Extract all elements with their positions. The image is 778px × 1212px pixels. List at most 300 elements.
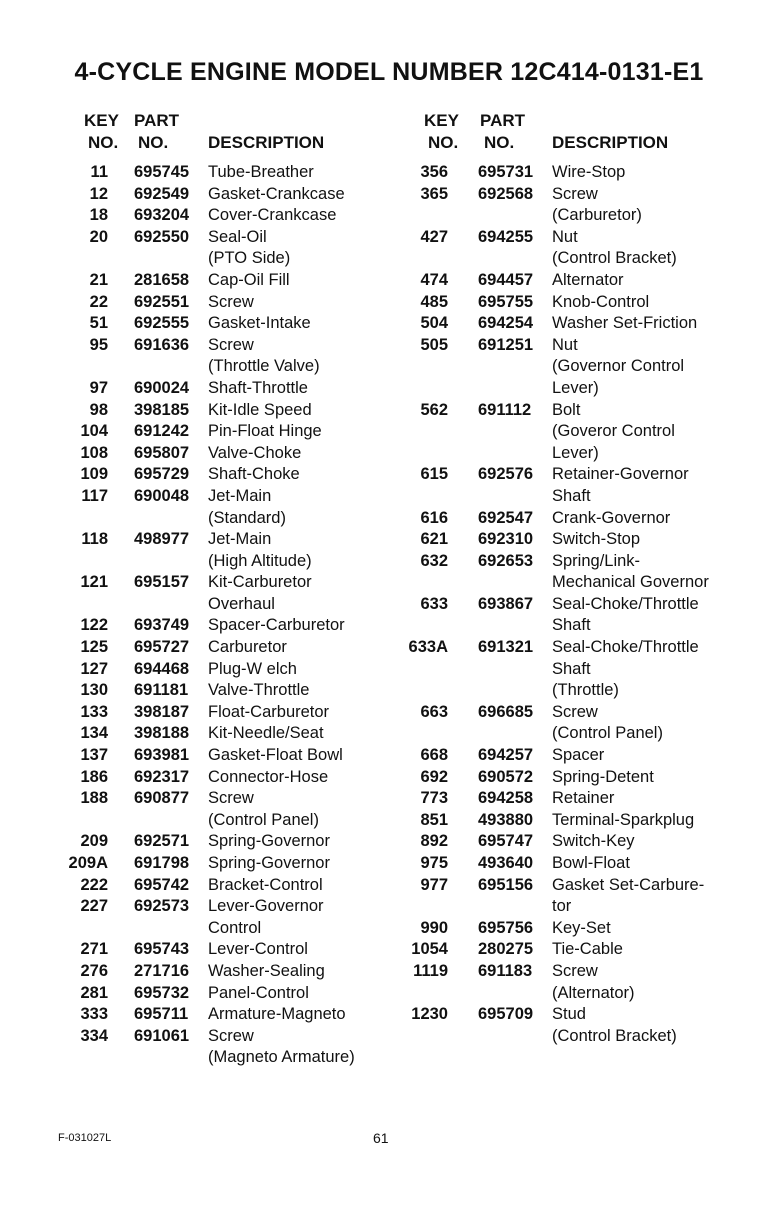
part-description — [208, 464, 355, 486]
part-description — [208, 486, 355, 529]
table-row — [58, 486, 355, 529]
description-line: Carburetor — [208, 638, 287, 657]
part-number: 693981 — [134, 746, 190, 765]
column-headers-right — [398, 110, 709, 162]
part-description — [208, 1026, 355, 1069]
key-number: 125 — [80, 638, 108, 657]
table-row — [58, 162, 355, 184]
description-line: Key-Set — [552, 918, 611, 937]
part-number: 695156 — [478, 875, 534, 894]
description-line: (Control Panel) — [208, 810, 319, 829]
key-number: 20 — [89, 227, 108, 246]
description-line: Valve-Choke — [208, 443, 302, 462]
part-description — [552, 313, 709, 335]
part-number: 691112 — [478, 400, 532, 419]
part-number: 695731 — [478, 163, 534, 181]
part-description — [208, 896, 355, 939]
description-line: Retainer — [552, 789, 615, 808]
description-line: Armature-Magneto — [208, 1005, 346, 1024]
description-line: Tube-Breather — [208, 163, 314, 181]
key-number: 668 — [420, 746, 448, 765]
part-description — [208, 939, 355, 961]
description-line: Bolt — [552, 400, 581, 419]
description-line: Pin-Float Hinge — [208, 422, 322, 441]
part-number: 695745 — [134, 163, 190, 181]
description-line: Stud — [552, 1005, 586, 1024]
key-number: 281 — [80, 983, 108, 1002]
key-number: 104 — [80, 422, 108, 441]
table-row — [58, 723, 355, 745]
description-line: Wire-Stop — [552, 163, 626, 181]
part-number: 695729 — [134, 465, 190, 484]
part-description — [208, 313, 355, 335]
description-line: (Standard) — [208, 508, 286, 527]
part-description — [552, 184, 709, 227]
part-number: 692555 — [134, 314, 190, 333]
part-description — [208, 378, 355, 400]
table-row — [398, 810, 709, 832]
key-number: 95 — [89, 335, 108, 354]
part-description — [552, 939, 709, 961]
part-number: 694457 — [478, 270, 534, 289]
table-row — [58, 767, 355, 789]
description-line: Bowl-Float — [552, 854, 630, 872]
description-line: (Governor Control — [552, 357, 685, 376]
key-number: 118 — [81, 530, 108, 549]
part-description — [552, 335, 709, 400]
description-line: Cap-Oil Fill — [208, 270, 290, 289]
table-row — [58, 745, 355, 767]
part-number: 693204 — [134, 206, 190, 225]
key-number: 137 — [80, 746, 108, 765]
parts-list-right — [398, 110, 709, 1047]
description-line: Shaft — [552, 616, 591, 635]
part-number: 398187 — [134, 702, 190, 721]
table-row — [58, 529, 355, 572]
part-description — [208, 853, 355, 875]
key-number: 133 — [80, 702, 108, 721]
key-number: 209 — [80, 832, 108, 851]
key-number: 632 — [420, 551, 448, 570]
description-line: Washer Set-Friction — [552, 314, 698, 333]
part-description — [208, 637, 355, 659]
part-number: 691798 — [134, 854, 190, 872]
part-description — [208, 659, 355, 681]
key-number: 485 — [420, 292, 448, 311]
part-description — [208, 292, 355, 314]
description-line: (PTO Side) — [208, 249, 291, 268]
part-number: 281658 — [134, 270, 190, 289]
table-row — [58, 270, 355, 292]
key-header-top: KEY — [84, 111, 119, 130]
description-line: Kit-Needle/Seat — [208, 724, 324, 743]
description-line: Jet-Main — [208, 486, 272, 505]
key-number: 616 — [420, 508, 448, 527]
description-line: Jet-Main — [208, 530, 272, 549]
table-row — [58, 313, 355, 335]
part-description — [552, 875, 709, 918]
description-line: (Carburetor) — [552, 206, 642, 225]
part-number: 398185 — [134, 400, 190, 419]
part-number: 691636 — [134, 335, 190, 354]
part-number: 692547 — [478, 508, 534, 527]
part-description — [552, 508, 709, 530]
description-line: Screw — [552, 961, 598, 980]
part-number: 271716 — [134, 961, 190, 980]
key-number: 21 — [89, 270, 108, 289]
key-number: 621 — [420, 530, 448, 549]
key-number: 108 — [80, 443, 108, 462]
table-row — [398, 637, 709, 702]
description-line: Bracket-Control — [208, 875, 323, 894]
table-row — [398, 313, 709, 335]
part-number: 695807 — [134, 443, 190, 462]
table-row — [398, 961, 709, 1004]
part-number: 691061 — [134, 1026, 190, 1045]
part-description — [552, 529, 709, 551]
table-row — [58, 788, 355, 831]
key-number: 22 — [89, 292, 108, 311]
table-row — [58, 896, 355, 939]
table-row — [58, 400, 355, 422]
table-row — [58, 961, 355, 983]
part-description — [208, 702, 355, 724]
part-number: 692310 — [478, 530, 534, 549]
key-number: 663 — [420, 702, 448, 721]
part-number: 694468 — [134, 659, 190, 678]
part-number: 695157 — [134, 573, 190, 592]
description-line: (Control Panel) — [552, 724, 663, 743]
part-number: 692576 — [478, 465, 534, 484]
description-line: Gasket Set-Carbure- — [552, 875, 705, 894]
description-line: Float-Carburetor — [208, 702, 330, 721]
table-row — [58, 659, 355, 681]
table-row — [58, 615, 355, 637]
description-line: Shaft-Throttle — [208, 378, 308, 397]
key-number: 504 — [420, 314, 448, 333]
part-number: 692573 — [134, 897, 190, 916]
description-line: Tie-Cable — [552, 940, 623, 959]
description-line: Spring-Governor — [208, 854, 330, 872]
table-row — [58, 184, 355, 206]
part-number: 694254 — [478, 314, 534, 333]
description-line: Retainer-Governor — [552, 465, 689, 484]
key-number: 12 — [89, 184, 108, 203]
description-line: Screw — [552, 184, 598, 203]
part-description — [552, 961, 709, 1004]
part-description — [208, 184, 355, 206]
table-row — [398, 831, 709, 853]
key-number: 186 — [80, 767, 108, 786]
part-description — [208, 767, 355, 789]
part-number: 691251 — [478, 335, 534, 354]
key-number: 615 — [420, 465, 448, 484]
key-number: 276 — [80, 961, 108, 980]
part-description — [208, 875, 355, 897]
table-row — [398, 853, 709, 875]
key-number: 188 — [80, 789, 108, 808]
table-row — [58, 1026, 355, 1069]
part-number: 692571 — [134, 832, 190, 851]
key-number: 98 — [89, 400, 108, 419]
table-row — [58, 680, 355, 702]
description-line: Screw — [208, 1026, 254, 1045]
table-row — [398, 508, 709, 530]
key-number: 975 — [420, 854, 448, 872]
part-description — [552, 745, 709, 767]
part-number: 695756 — [478, 918, 534, 937]
part-description — [208, 335, 355, 378]
table-row — [398, 745, 709, 767]
table-row — [398, 184, 709, 227]
description-line: Screw — [208, 335, 254, 354]
key-number: 18 — [89, 206, 108, 225]
description-line: Shaft-Choke — [208, 465, 300, 484]
description-line: (Magneto Armature) — [208, 1048, 355, 1067]
part-description — [552, 637, 709, 702]
part-description — [208, 205, 355, 227]
key-number: 130 — [80, 681, 108, 700]
description-line: Lever-Control — [208, 940, 308, 959]
description-line: Spacer — [552, 746, 605, 765]
description-line: Nut — [552, 335, 578, 354]
part-description — [208, 680, 355, 702]
description-line: (Throttle Valve) — [208, 357, 320, 376]
part-number: 694257 — [478, 746, 534, 765]
table-row — [58, 292, 355, 314]
part-number: 693749 — [134, 616, 190, 635]
description-line: Terminal-Sparkplug — [552, 810, 695, 829]
key-number: 122 — [80, 616, 108, 635]
table-row — [58, 983, 355, 1005]
description-line: Spring/Link- — [552, 551, 641, 570]
key-number: 121 — [80, 573, 108, 592]
part-description — [208, 1004, 355, 1026]
part-number: 690048 — [134, 486, 190, 505]
key-number: 365 — [420, 184, 448, 203]
part-number: 690024 — [134, 378, 190, 397]
key-number: 11 — [90, 163, 108, 181]
part-number: 690877 — [134, 789, 190, 808]
part-number: 691321 — [478, 638, 534, 657]
description-line: Gasket-Intake — [208, 314, 311, 333]
part-header-top: PART — [134, 111, 180, 130]
part-header-top: PART — [480, 111, 526, 130]
table-row — [398, 464, 709, 507]
key-number: 692 — [420, 767, 448, 786]
key-header-top: KEY — [424, 111, 459, 130]
description-line: Gasket-Float Bowl — [208, 746, 343, 765]
part-description — [552, 853, 709, 875]
description-line: (Control Bracket) — [552, 1026, 677, 1045]
part-description — [208, 983, 355, 1005]
part-number: 493640 — [478, 854, 534, 872]
description-line: Screw — [208, 292, 254, 311]
part-number: 692568 — [478, 184, 534, 203]
key-number: 977 — [420, 875, 448, 894]
part-number: 693867 — [478, 594, 534, 613]
key-number: 427 — [420, 227, 448, 246]
rows-right — [398, 162, 709, 1047]
part-description — [208, 162, 355, 184]
description-line: Kit-Carburetor — [208, 573, 312, 592]
part-description — [552, 227, 709, 270]
description-line: Screw — [552, 702, 598, 721]
description-line: Seal-Choke/Throttle — [552, 594, 699, 613]
description-line: Spacer-Carburetor — [208, 616, 345, 635]
document-code: F-031027L — [58, 1132, 112, 1144]
table-row — [398, 335, 709, 400]
table-row — [398, 594, 709, 637]
description-line: Seal-Oil — [208, 227, 267, 246]
description-line: Control — [208, 918, 262, 937]
key-number: 633 — [420, 594, 448, 613]
table-row — [398, 292, 709, 314]
table-row — [398, 918, 709, 940]
part-description — [552, 270, 709, 292]
description-line: Mechanical Governor — [552, 573, 709, 592]
table-row — [398, 875, 709, 918]
description-line: Overhaul — [208, 594, 275, 613]
description-header: DESCRIPTION — [552, 133, 669, 152]
description-line: Knob-Control — [552, 292, 650, 311]
part-number: 691242 — [134, 422, 190, 441]
table-row — [58, 572, 355, 615]
description-line: Lever) — [552, 378, 599, 397]
key-number: 851 — [420, 810, 448, 829]
part-description — [208, 723, 355, 745]
table-row — [58, 443, 355, 465]
part-number: 692551 — [134, 292, 190, 311]
part-description — [208, 421, 355, 443]
part-description — [552, 767, 709, 789]
description-line: (Alternator) — [552, 983, 635, 1002]
description-line: (Throttle) — [552, 681, 619, 700]
key-number: 334 — [80, 1026, 108, 1045]
part-number: 692549 — [134, 184, 190, 203]
page-number: 61 — [373, 1130, 389, 1146]
key-number: 227 — [80, 897, 108, 916]
part-description — [208, 572, 355, 615]
key-number: 271 — [80, 940, 108, 959]
description-line: Kit-Idle Speed — [208, 400, 312, 419]
table-row — [398, 270, 709, 292]
table-row — [58, 831, 355, 853]
table-row — [58, 875, 355, 897]
table-row — [398, 400, 709, 465]
description-line: Panel-Control — [208, 983, 309, 1002]
description-line: (Goveror Control — [552, 422, 675, 441]
part-number: 695743 — [134, 940, 190, 959]
part-description — [552, 918, 709, 940]
description-line: Screw — [208, 789, 254, 808]
description-line: Gasket-Crankcase — [208, 184, 345, 203]
part-description — [208, 227, 355, 270]
description-line: Seal-Choke/Throttle — [552, 638, 699, 657]
part-number: 696685 — [478, 702, 534, 721]
key-number: 990 — [420, 918, 448, 937]
part-description — [208, 788, 355, 831]
part-description — [208, 270, 355, 292]
description-line: (Control Bracket) — [552, 249, 677, 268]
table-row — [398, 1004, 709, 1047]
part-description — [208, 443, 355, 465]
table-row — [398, 529, 709, 551]
part-description — [208, 400, 355, 422]
description-line: Washer-Sealing — [208, 961, 325, 980]
part-number: 695732 — [134, 983, 190, 1002]
table-row — [58, 205, 355, 227]
description-line: tor — [552, 897, 572, 916]
table-row — [398, 702, 709, 745]
table-row — [58, 421, 355, 443]
key-number: 562 — [420, 400, 448, 419]
part-number: 695742 — [134, 875, 190, 894]
part-number: 691181 — [134, 681, 189, 700]
part-number: 493880 — [478, 810, 534, 829]
part-description — [552, 292, 709, 314]
part-description — [552, 702, 709, 745]
table-row — [58, 939, 355, 961]
key-number: 633A — [408, 638, 448, 657]
part-description — [208, 745, 355, 767]
part-number: 695709 — [478, 1005, 534, 1024]
table-row — [58, 464, 355, 486]
description-line: Switch-Key — [552, 832, 635, 851]
part-number: 694255 — [478, 227, 534, 246]
key-number: 773 — [420, 789, 448, 808]
table-row — [398, 788, 709, 810]
description-line: Connector-Hose — [208, 767, 329, 786]
description-line: Lever) — [552, 443, 599, 462]
table-row — [58, 227, 355, 270]
description-line: Spring-Governor — [208, 832, 330, 851]
part-description — [208, 529, 355, 572]
column-headers-left — [58, 110, 355, 162]
table-row — [398, 551, 709, 594]
part-number: 695755 — [478, 292, 534, 311]
part-description — [552, 464, 709, 507]
key-number: 474 — [420, 270, 448, 289]
table-row — [398, 767, 709, 789]
key-number: 134 — [80, 724, 108, 743]
part-number: 690572 — [478, 767, 534, 786]
part-description — [552, 788, 709, 810]
part-description — [552, 551, 709, 594]
part-number: 695711 — [134, 1005, 189, 1024]
part-description — [552, 810, 709, 832]
table-row — [58, 853, 355, 875]
description-line: Lever-Governor — [208, 897, 324, 916]
description-header: DESCRIPTION — [208, 133, 325, 152]
table-row — [58, 335, 355, 378]
part-description — [552, 831, 709, 853]
part-header-bottom: NO. — [138, 133, 169, 152]
part-number: 398188 — [134, 724, 190, 743]
description-line: Plug-W elch — [208, 659, 297, 678]
table-row — [398, 227, 709, 270]
description-line: Switch-Stop — [552, 530, 641, 549]
description-line: Crank-Governor — [552, 508, 671, 527]
key-number: 97 — [89, 378, 108, 397]
key-number: 1230 — [411, 1005, 448, 1024]
part-description — [552, 1004, 709, 1047]
key-header-bottom: NO. — [88, 133, 119, 152]
part-number: 692653 — [478, 551, 534, 570]
table-row — [398, 939, 709, 961]
description-line: Nut — [552, 227, 578, 246]
rows-left — [58, 162, 355, 1069]
